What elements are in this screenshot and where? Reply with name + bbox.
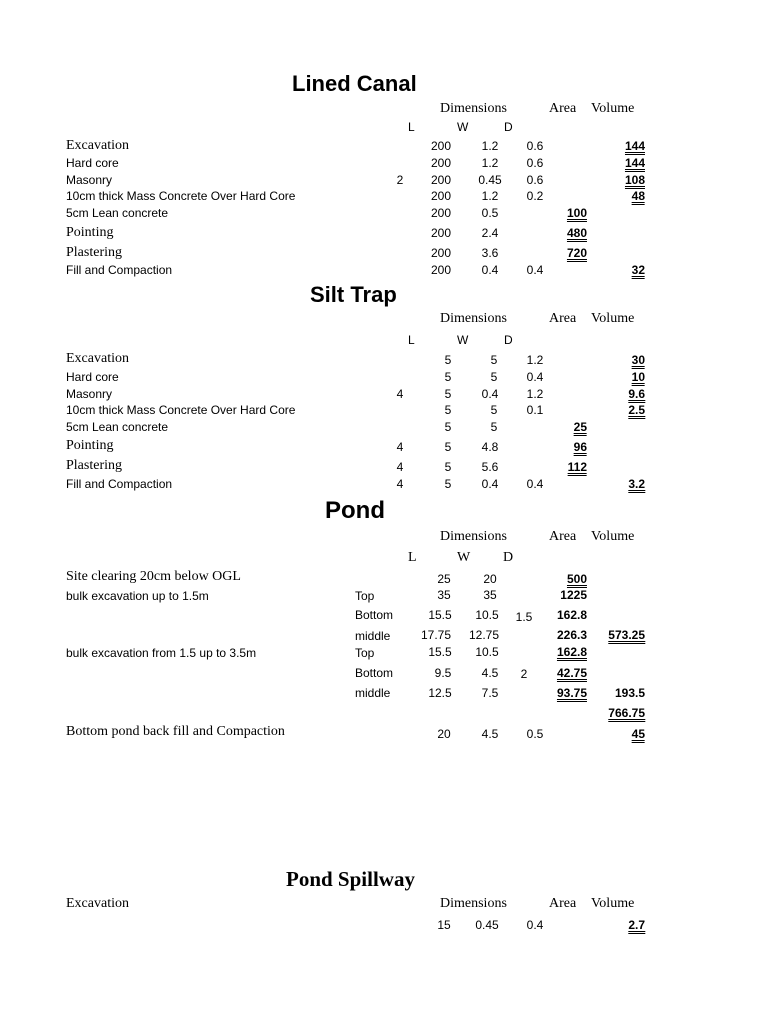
cell-w: 5 (490, 403, 498, 417)
cell-l: 200 (430, 206, 452, 220)
cell-w: 0.45 (475, 918, 499, 932)
row-label: Hard core (66, 370, 119, 384)
cell-volume: 144 (624, 156, 645, 170)
cell-w: 20 (483, 572, 497, 586)
cell-area: 1225 (560, 588, 587, 602)
row-label: bulk excavation from 1.5 up to 3.5m (66, 646, 257, 660)
dimensions-header: Dimensions (440, 529, 507, 544)
row-label: Excavation (66, 138, 129, 153)
section-title: Silt Trap (310, 282, 397, 307)
area-header: Area (549, 529, 577, 544)
cell-d: 0.4 (526, 370, 544, 384)
volume-header: Volume (591, 101, 635, 116)
cell-d: 0.4 (526, 263, 544, 277)
cell-volume: 2.7 (628, 918, 645, 932)
cell-d: 0.1 (526, 403, 544, 417)
cell-volume: 48 (631, 189, 645, 203)
cell-l: 5 (444, 460, 452, 474)
l-subheader: L (408, 550, 417, 565)
cell-volume: 2.5 (628, 403, 645, 417)
cell-d: 0.4 (526, 477, 544, 491)
cell-d: 0.2 (526, 189, 544, 203)
volume-header: Volume (591, 529, 635, 544)
cell-l: 15 (437, 918, 451, 932)
cell-d: 2 (520, 667, 528, 681)
cell-count: 4 (396, 440, 404, 454)
cell-w: 10.5 (475, 608, 499, 622)
cell-d: 1.2 (526, 387, 544, 401)
cell-d: 1.5 (515, 610, 533, 624)
d-subheader: D (503, 550, 514, 565)
cell-w: 5 (490, 420, 498, 434)
cell-w: 5 (490, 353, 498, 367)
cell-l: 15.5 (428, 608, 452, 622)
cell-l: 9.5 (434, 666, 452, 680)
cell-volume: 3.2 (628, 477, 645, 491)
cell-area: 500 (566, 572, 587, 586)
dimensions-header: Dimensions (440, 311, 507, 326)
area-header: Area (549, 101, 577, 116)
row-label: Excavation (66, 896, 129, 911)
row-label: Excavation (66, 351, 129, 366)
cell-volume: 144 (624, 139, 645, 153)
cell-volume: 30 (631, 353, 645, 367)
cell-l: 200 (430, 156, 452, 170)
cell-w: 35 (483, 588, 497, 602)
cell-l: 200 (430, 189, 452, 203)
volume-header: Volume (591, 311, 635, 326)
cell-count: 2 (396, 173, 404, 187)
cell-area: 720 (566, 246, 587, 260)
cell-w: 4.5 (481, 727, 499, 741)
cell-d: 0.4 (526, 918, 544, 932)
cell-l: 35 (437, 588, 451, 602)
cell-w: 0.45 (478, 173, 502, 187)
row-label: Plastering (66, 245, 122, 260)
cell-w: 1.2 (481, 189, 499, 203)
section-title: Pond Spillway (286, 867, 415, 891)
cell-l: 25 (437, 572, 451, 586)
volume-header: Volume (591, 896, 635, 911)
cell-w: 1.2 (481, 156, 499, 170)
row-label: 10cm thick Mass Concrete Over Hard Core (66, 403, 296, 417)
sub-label-bottom: Bottom (355, 666, 394, 680)
cell-volume: 32 (631, 263, 645, 277)
section-title: Pond (325, 497, 385, 524)
sub-label-top: Top (355, 646, 375, 660)
row-label: Fill and Compaction (66, 263, 173, 277)
row-label: Pointing (66, 438, 114, 453)
dimensions-header: Dimensions (440, 896, 507, 911)
cell-l: 5 (444, 353, 452, 367)
row-label: 5cm Lean concrete (66, 420, 169, 434)
row-label: bulk excavation up to 1.5m (66, 589, 209, 603)
cell-l: 20 (437, 727, 451, 741)
cell-l: 17.75 (420, 628, 452, 642)
cell-l: 200 (430, 139, 452, 153)
d-subheader: D (504, 333, 513, 347)
cell-area: 162.8 (556, 645, 587, 659)
cell-volume: 9.6 (628, 387, 645, 401)
cell-count: 4 (396, 477, 404, 491)
cell-l: 5 (444, 387, 452, 401)
cell-w: 2.4 (481, 226, 499, 240)
cell-area: 96 (573, 440, 587, 454)
row-label: Plastering (66, 458, 122, 473)
row-label: Fill and Compaction (66, 477, 173, 491)
cell-w: 4.8 (481, 440, 499, 454)
section-title: Lined Canal (292, 71, 417, 96)
d-subheader: D (504, 120, 513, 134)
cell-l: 15.5 (428, 645, 452, 659)
area-header: Area (549, 896, 577, 911)
cell-d: 0.6 (526, 139, 544, 153)
cell-l: 200 (430, 226, 452, 240)
cell-l: 200 (430, 246, 452, 260)
cell-w: 10.5 (475, 645, 499, 659)
cell-area: 42.75 (556, 666, 587, 680)
row-label: 10cm thick Mass Concrete Over Hard Core (66, 189, 296, 203)
w-subheader: W (457, 550, 471, 565)
cell-area: 93.75 (556, 686, 587, 700)
cell-d: 0.6 (526, 156, 544, 170)
cell-l: 5 (444, 370, 452, 384)
cell-area: 25 (573, 420, 587, 434)
cell-l: 5 (444, 420, 452, 434)
row-label: Hard core (66, 156, 119, 170)
l-subheader: L (408, 333, 415, 347)
cell-l: 5 (444, 477, 452, 491)
cell-area: 226.3 (556, 628, 587, 642)
cell-area: 480 (566, 226, 587, 240)
sub-label-top: Top (355, 589, 375, 603)
cell-w: 5 (490, 370, 498, 384)
dimensions-header: Dimensions (440, 101, 507, 116)
sub-label-middle: middle (355, 629, 391, 643)
cell-w: 0.4 (481, 477, 499, 491)
cell-w: 7.5 (481, 686, 499, 700)
cell-area: 100 (566, 206, 587, 220)
cell-l: 12.5 (428, 686, 452, 700)
cell-l: 200 (430, 263, 452, 277)
cell-w: 0.4 (481, 387, 499, 401)
cell-count: 4 (396, 387, 404, 401)
sub-label-bottom: Bottom (355, 608, 394, 622)
row-label: Masonry (66, 173, 113, 187)
row-label: Site clearing 20cm below OGL (66, 569, 241, 584)
cell-l: 5 (444, 440, 452, 454)
cell-area: 162.8 (556, 608, 587, 622)
cell-volume: 573.25 (608, 628, 645, 642)
cell-volume: 10 (631, 370, 645, 384)
cell-w: 0.5 (481, 206, 499, 220)
cell-area: 112 (567, 460, 587, 474)
cell-volume: 45 (631, 727, 645, 741)
cell-w: 5.6 (481, 460, 499, 474)
cell-w: 4.5 (481, 666, 499, 680)
cell-l: 200 (430, 173, 452, 187)
w-subheader: W (457, 120, 469, 134)
cell-count: 4 (396, 460, 404, 474)
cell-d: 1.2 (526, 353, 544, 367)
cell-l: 5 (444, 403, 452, 417)
cell-w: 1.2 (481, 139, 499, 153)
w-subheader: W (457, 333, 469, 347)
l-subheader: L (408, 120, 415, 134)
cell-w: 12.75 (468, 628, 500, 642)
cell-d: 0.6 (526, 173, 544, 187)
total-volume: 766.75 (608, 706, 645, 720)
sub-label-middle: middle (355, 686, 391, 700)
cell-volume: 108 (624, 173, 645, 187)
cell-w: 0.4 (481, 263, 499, 277)
cell-d: 0.5 (526, 727, 544, 741)
cell-w: 3.6 (481, 246, 499, 260)
row-label: Bottom pond back fill and Compaction (66, 724, 285, 739)
area-header: Area (549, 311, 577, 326)
row-label: Masonry (66, 387, 113, 401)
row-label: Pointing (66, 225, 114, 240)
cell-volume: 193.5 (614, 686, 645, 700)
row-label: 5cm Lean concrete (66, 206, 169, 220)
